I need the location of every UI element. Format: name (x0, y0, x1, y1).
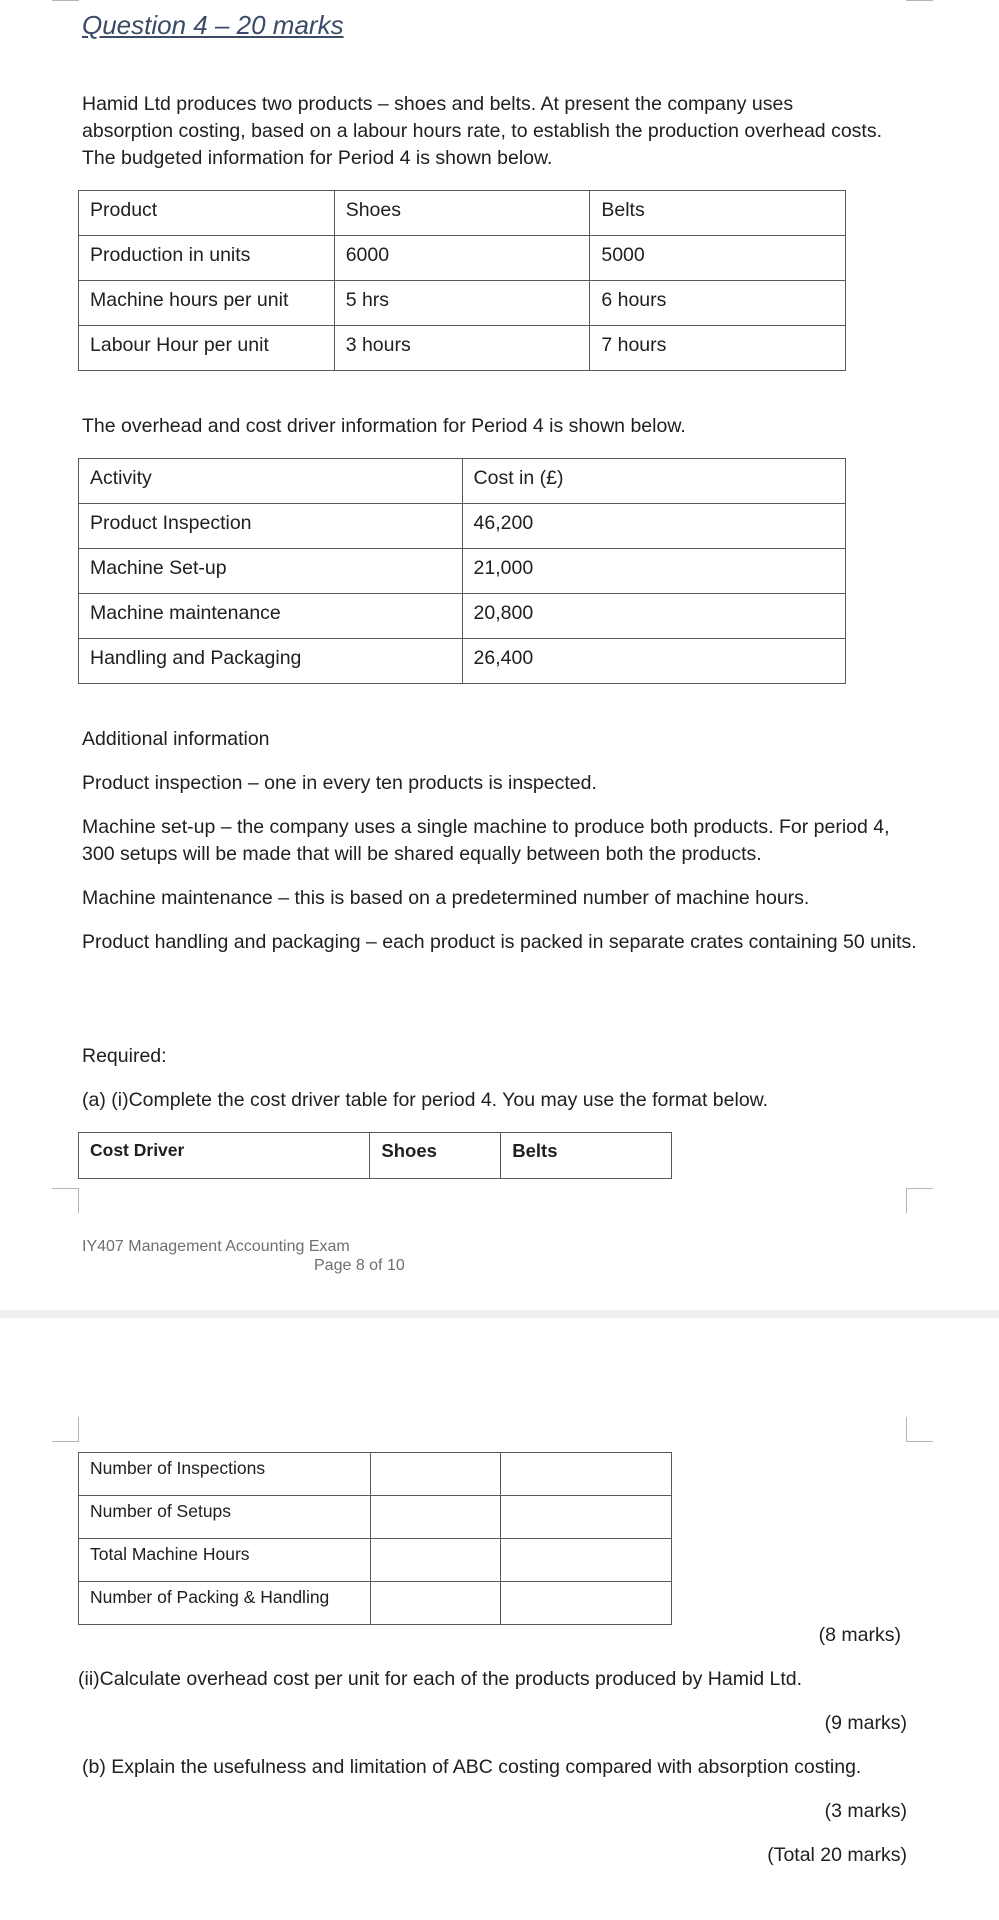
table-cell: 26,400 (462, 639, 845, 684)
table-header-cell: Activity (79, 459, 463, 504)
footer-exam: IY407 Management Accounting Exam (82, 1238, 350, 1255)
part-b: (b) Explain the usefulness and limitation of ABC costing compared with absorption costing. (82, 1756, 862, 1778)
total-marks: (Total 20 marks) (767, 1844, 907, 1866)
additional-p4: Product handling and packaging – each product is packed in separate crates containing 50 units. (82, 931, 917, 953)
table-row (79, 1133, 672, 1179)
table-cell: Production in units (79, 236, 335, 281)
table-row (79, 191, 846, 236)
table-cell: 5 hrs (334, 281, 590, 326)
table-cell: 6 hours (590, 281, 846, 326)
intro-paragraph: Hamid Ltd produces two products – shoes and belts. At present the company uses absorption costing, based on a labour hours rate, to establish the production overhead costs. The budgeted information for Period 4 is shown below. (82, 93, 883, 169)
table-cell: 6000 (334, 236, 590, 281)
table-header-cell: Shoes (334, 191, 590, 236)
table-cell: 3 hours (334, 326, 590, 371)
table-cell: Total Machine Hours (79, 1539, 371, 1582)
table-cell: Number of Setups (79, 1496, 371, 1539)
page-corner-mark (906, 1417, 933, 1442)
table-cell: Machine maintenance (79, 594, 463, 639)
table-cell (501, 1539, 672, 1582)
marks-a-ii: (9 marks) (824, 1712, 907, 1734)
budget-table (78, 190, 846, 371)
table-row (79, 326, 846, 371)
footer-page-number: Page 8 of 10 (314, 1257, 405, 1274)
additional-p1: Product inspection – one in every ten products is inspected. (82, 772, 597, 794)
table-header-cell: Cost Driver (79, 1133, 370, 1179)
table-cell: Machine Set-up (79, 549, 463, 594)
table-cell: Labour Hour per unit (79, 326, 335, 371)
table-cell: 46,200 (462, 504, 845, 549)
table-row (79, 504, 846, 549)
table-row (79, 1453, 672, 1496)
table-cell (370, 1496, 501, 1539)
table-cell (370, 1582, 501, 1625)
table-row (79, 594, 846, 639)
page-corner-mark (52, 1417, 79, 1442)
marks-a-i: (8 marks) (818, 1624, 901, 1646)
question-title: Question 4 – 20 marks (82, 10, 344, 40)
table-cell: 21,000 (462, 549, 845, 594)
table-cell (501, 1453, 672, 1496)
overhead-intro: The overhead and cost driver information for Period 4 is shown below. (82, 415, 686, 437)
marks-b: (3 marks) (824, 1800, 907, 1822)
table-cell: Machine hours per unit (79, 281, 335, 326)
table-row (79, 1582, 672, 1625)
table-row (79, 236, 846, 281)
table-row (79, 549, 846, 594)
table-cell (370, 1539, 501, 1582)
table-row (79, 281, 846, 326)
page-separator (0, 1310, 999, 1318)
table-cell: Number of Inspections (79, 1453, 371, 1496)
table-cell: Handling and Packaging (79, 639, 463, 684)
page-corner-mark (52, 0, 79, 1)
table-row (79, 639, 846, 684)
table-cell (370, 1453, 501, 1496)
additional-p2: Machine set-up – the company uses a single machine to produce both products. For period 4, 300 setups will be made that will be shared equally between both the products. (82, 816, 890, 865)
overhead-table (78, 458, 846, 684)
part-a-i: (a) (i)Complete the cost driver table for period 4. You may use the format below. (82, 1089, 769, 1111)
page-corner-mark (52, 1188, 79, 1213)
required-heading: Required: (82, 1045, 167, 1067)
cost-driver-header-table (78, 1132, 672, 1179)
table-header-cell: Shoes (370, 1133, 501, 1179)
table-cell: Number of Packing & Handling (79, 1582, 371, 1625)
table-cell: Product Inspection (79, 504, 463, 549)
table-row (79, 1496, 672, 1539)
cost-driver-table (78, 1452, 672, 1625)
table-cell: 20,800 (462, 594, 845, 639)
table-header-cell: Belts (590, 191, 846, 236)
additional-p3: Machine maintenance – this is based on a predetermined number of machine hours. (82, 887, 810, 909)
page-corner-mark (906, 0, 933, 1)
table-cell (501, 1496, 672, 1539)
table-header-cell: Belts (501, 1133, 672, 1179)
table-row (79, 459, 846, 504)
table-row (79, 1539, 672, 1582)
table-cell: 5000 (590, 236, 846, 281)
part-a-ii: (ii)Calculate overhead cost per unit for each of the products produced by Hamid Ltd. (78, 1668, 803, 1690)
table-header-cell: Cost in (£) (462, 459, 845, 504)
table-header-cell: Product (79, 191, 335, 236)
table-cell (501, 1582, 672, 1625)
additional-heading: Additional information (82, 728, 270, 750)
page-corner-mark (906, 1188, 933, 1213)
table-cell: 7 hours (590, 326, 846, 371)
